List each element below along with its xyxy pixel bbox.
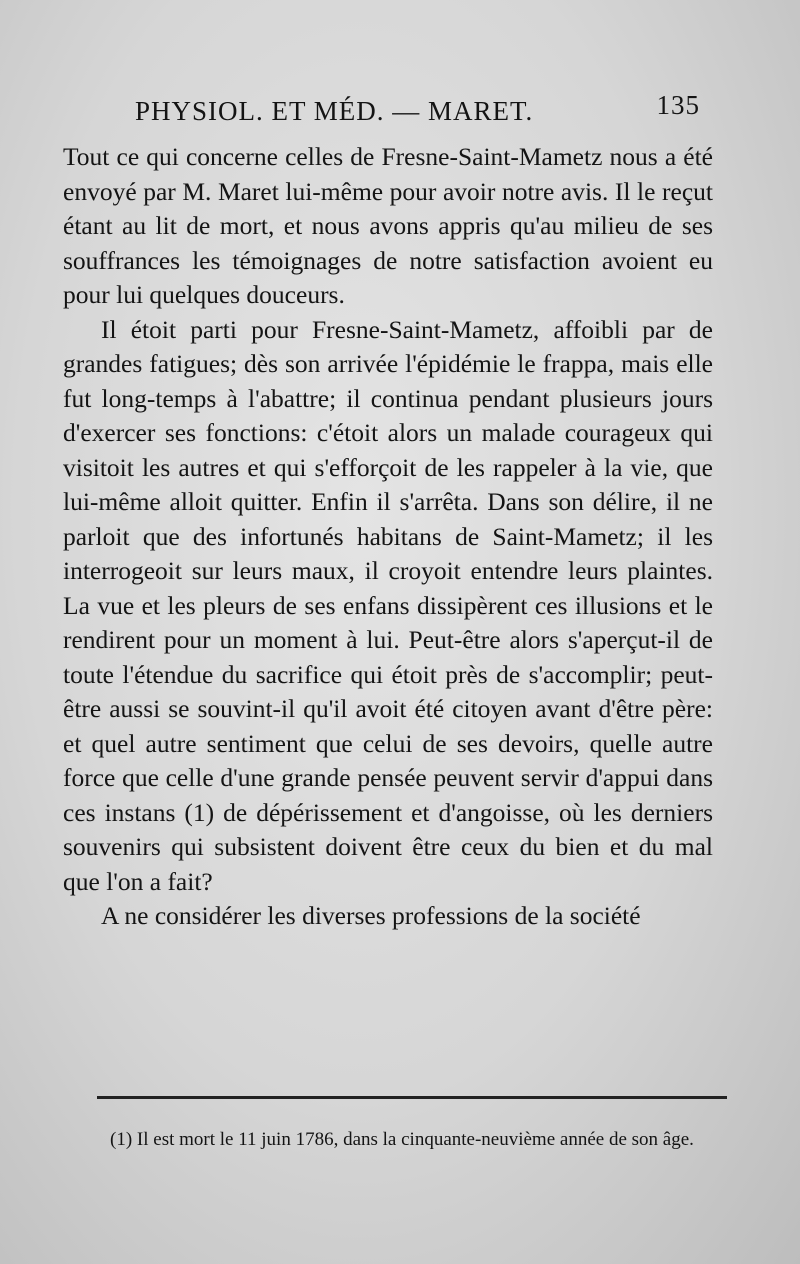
body-text: [63, 140, 713, 934]
paragraph-1: Tout ce qui concerne celles de Fresne-Saint-Mametz nous a été envoyé par M. Maret lui-même pour avoir notre avis. Il le reçut étant au lit de mort, et nous avons appris qu'au milieu de ses souffrances les témoignages de notre satisfaction avoient eu pour lui quelques douceurs.: [63, 142, 713, 309]
paragraph-2: Il étoit parti pour Fresne-Saint-Mametz, affoibli par de grandes fatigues; dès son arrivée l'épidémie le frappa, mais elle fut long-temps à l'abattre; il continua pendant plusieurs jours d'exercer ses fonctions: c'étoit alors un malade courageux qui visitoit les autres et qui s'efforçoit de les rappeler à la vie, que lui-même alloit quitter. Enfin il s'arrêta. Dans son délire, il ne parloit que des infortunés habitans de Saint-Mametz; il les interrogeoit sur leurs maux, il croyoit entendre leurs plaintes. La vue et les pleurs de ses enfans dissipèrent ces illusions et le rendirent pour un moment à lui. Peut-être alors s'aperçut-il de toute l'étendue du sacrifice qui étoit près de s'accomplir; peut-être aussi se souvint-il qu'il avoit été citoyen avant d'être père: et quel autre sentiment que celui de ses devoirs, quelle autre force que celle d'une grande pensée peuvent servir d'appui dans ces instans (1) de dépérissement et d'angoisse, où les derniers souvenirs qui subsistent doivent être ceux du bien et du mal que l'on a fait?: [63, 314, 713, 896]
footnote: [90, 1125, 730, 1155]
page-number: 135: [656, 90, 700, 120]
running-title: PHYSIOL. ET MÉD. — MARET.: [135, 96, 534, 126]
paragraph-3: A ne considérer les diverses professions de la société: [101, 901, 641, 930]
footnote-rule: [97, 1096, 727, 1099]
footnote-text: (1) Il est mort le 11 juin 1786, dans la cinquante-neuvième année de son âge.: [110, 1129, 694, 1150]
